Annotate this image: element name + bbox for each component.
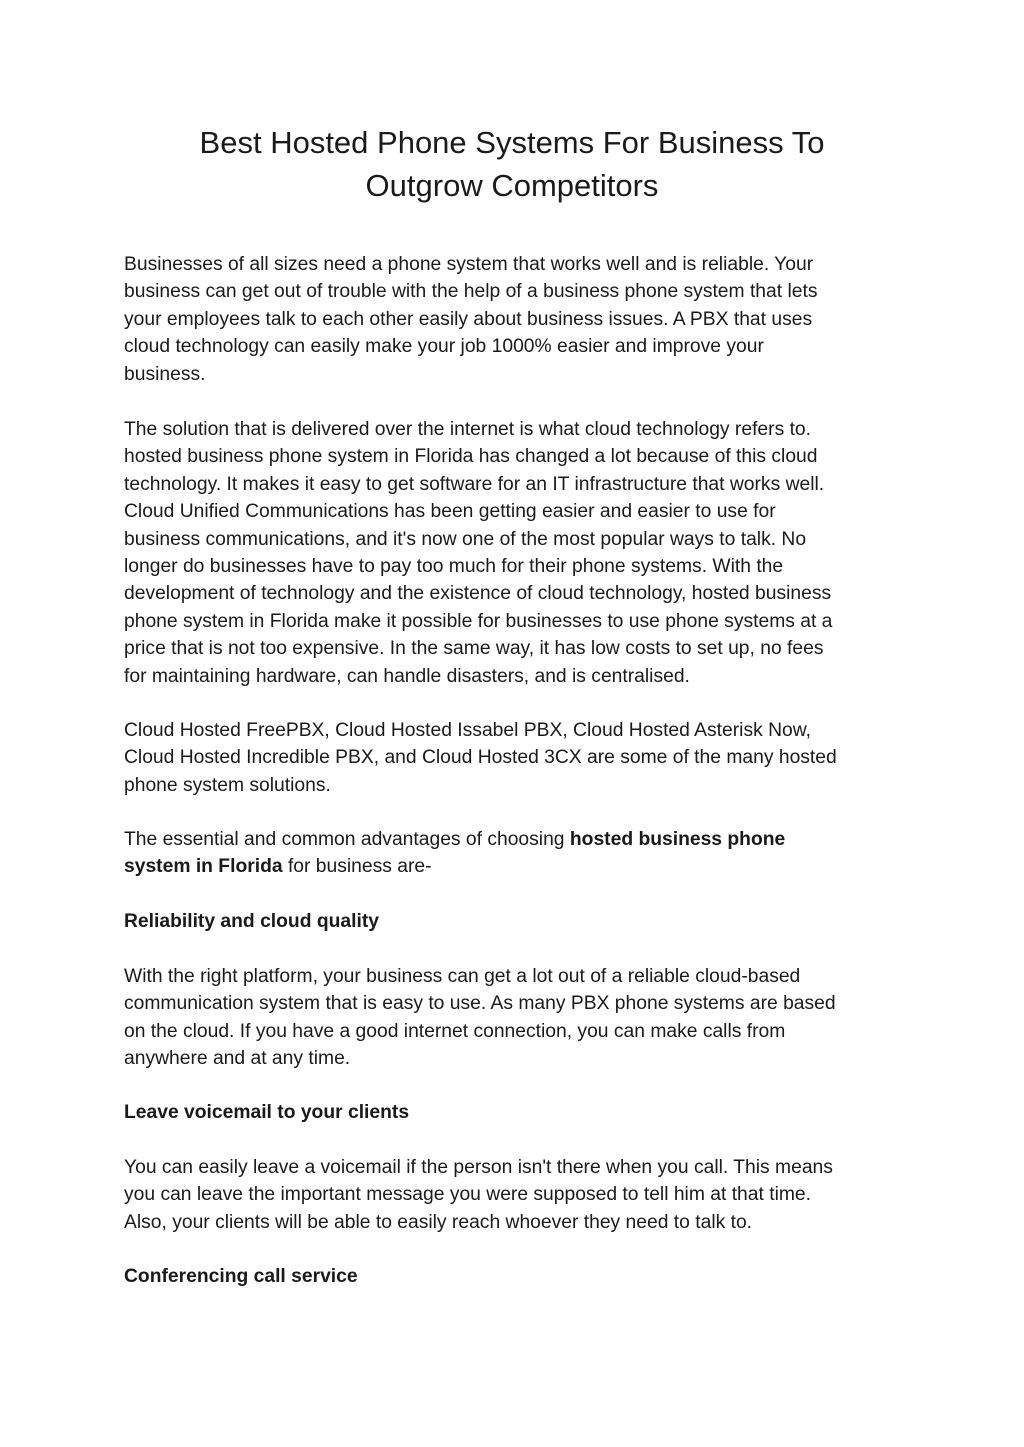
section-heading-conferencing [124,1263,899,1290]
paragraph-line: business. [124,363,206,385]
paragraph-line: technology. It makes it easy to get software for an IT infrastructure that works well. [124,473,825,495]
paragraph-line: phone system solutions. [124,774,331,796]
paragraph-line: communication system that is easy to use. As many PBX phone systems are based [124,993,836,1015]
paragraph-line: longer do businesses have to pay too much for their phone systems. With the [124,556,784,578]
heading-text: Conferencing call service [124,1266,358,1287]
paragraph-line: With the right platform, your business can get a lot out of a reliable cloud-based [124,966,801,987]
paragraph-line: business communications, and it's now one of the most popular ways to talk. No [124,528,807,550]
solutions-paragraph [124,717,899,799]
paragraph-line: Also, your clients will be able to easily reach whoever they need to talk to. [124,1211,753,1233]
section-heading-voicemail [124,1099,899,1126]
paragraph-line: price that is not too expensive. In the same way, it has low costs to set up, no fees [124,638,824,660]
paragraph-line: your employees talk to each other easily about business issues. A PBX that uses [124,308,813,330]
voicemail-paragraph [124,1154,899,1236]
paragraph-line: for maintaining hardware, can handle disasters, and is centralised. [124,665,690,687]
heading-text: Leave voicemail to your clients [124,1102,410,1123]
paragraph-line: phone system in Florida make it possible for businesses to use phone systems at a [124,610,833,632]
paragraph-line: you can leave the important message you were supposed to tell him at that time. [124,1184,811,1206]
paragraph-line: business can get out of trouble with the help of a business phone system that lets [124,281,818,303]
title-line: Best Hosted Phone Systems For Business To [199,125,825,160]
paragraph-line: hosted business phone system in Florida has changed a lot because of this cloud [124,446,818,468]
document-title [124,121,900,207]
advantages-paragraph [124,826,899,881]
text-run: for business are- [282,856,432,878]
heading-text: Reliability and cloud quality [124,911,379,932]
paragraph-line: Cloud Hosted Incredible PBX, and Cloud Hosted 3CX are some of the many hosted [124,747,837,769]
intro-paragraph [124,251,899,388]
paragraph-line: anywhere and at any time. [124,1048,351,1070]
paragraph-line: on the cloud. If you have a good internet connection, you can make calls from [124,1020,786,1042]
reliability-paragraph [124,963,899,1073]
bold-keyword: hosted business phone [569,829,786,850]
section-heading-reliability [124,908,899,935]
paragraph-line: Cloud Unified Communications has been getting easier and easier to use for [124,501,776,523]
paragraph-line: Businesses of all sizes need a phone system that works well and is reliable. Your [124,254,814,275]
paragraph-line: You can easily leave a voicemail if the person isn't there when you call. This means [124,1157,833,1178]
bold-keyword: system in Florida [124,856,283,878]
paragraph-line: cloud technology can easily make your job 1000% easier and improve your [124,336,764,358]
paragraph-line [124,826,899,853]
paragraph-line: The solution that is delivered over the internet is what cloud technology refers to. [124,419,812,440]
cloud-technology-paragraph [124,416,899,690]
paragraph-line: development of technology and the existence of cloud technology, hosted business [124,583,832,605]
text-run: The essential and common advantages of choosing [124,829,570,850]
paragraph-line: Cloud Hosted FreePBX, Cloud Hosted Issabel PBX, Cloud Hosted Asterisk Now, [124,720,811,741]
title-line: Outgrow Competitors [365,168,659,203]
paragraph-line [124,853,899,880]
